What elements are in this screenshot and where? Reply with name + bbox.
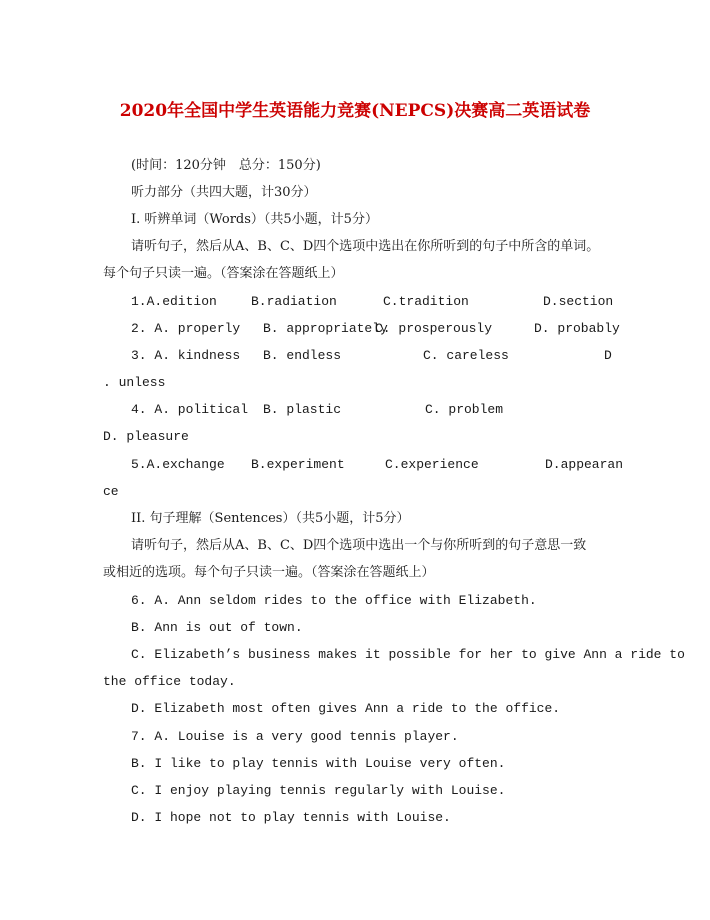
- q1-option-c: C.tradition: [383, 294, 469, 309]
- q7-option-d: D. I hope not to play tennis with Louise.: [131, 810, 451, 825]
- q4-option-b: B. plastic: [263, 402, 342, 417]
- q7-option-c: C. I enjoy playing tennis regularly with Louise.: [131, 783, 506, 798]
- q3-option-c: C. careless: [423, 348, 509, 363]
- listening-heading: 听力部分（共四大题，计30分）: [131, 185, 317, 200]
- q4-option-d: D. pleasure: [103, 429, 189, 444]
- q4-option-a: 4. A. political: [131, 402, 249, 417]
- q1-option-b: B.radiation: [251, 294, 337, 309]
- q7-option-b: B. I like to play tennis with Louise very often.: [131, 756, 506, 771]
- section2-instruction-line1: 请听句子，然后从A、B、C、D四个选项中选出一个与你所听到的句子意思一致: [131, 538, 587, 553]
- q2-option-c: C. prosperously: [375, 321, 493, 336]
- q6-option-c-line1: C. Elizabeth’s business makes it possible for her to give Ann a ride to: [131, 647, 685, 662]
- section2-instruction-line2: 或相近的选项。每个句子只读一遍。（答案涂在答题纸上）: [103, 565, 435, 580]
- q5-option-d-start: D.appearan: [545, 457, 624, 472]
- q3-option-d-label: D: [604, 348, 612, 363]
- q2-option-b: B. appropriately: [263, 321, 388, 336]
- q6-option-d: D. Elizabeth most often gives Ann a ride to the office.: [131, 701, 561, 716]
- q5-option-b: B.experiment: [251, 457, 345, 472]
- section2-heading: II. 句子理解（Sentences）（共5小题，计5分）: [131, 511, 410, 526]
- q1-option-a: 1.A.edition: [131, 294, 217, 309]
- q5-option-c: C.experience: [385, 457, 479, 472]
- section1-instruction-line2: 每个句子只读一遍。（答案涂在答题纸上）: [103, 266, 344, 281]
- q3-option-a: 3. A. kindness: [131, 348, 241, 363]
- q2-option-d: D. probably: [534, 321, 620, 336]
- q4-option-c: C. problem: [425, 402, 504, 417]
- q6-option-c-line2: the office today.: [103, 674, 236, 689]
- section1-heading: I. 听辨单词（Words）（共5小题，计5分）: [131, 212, 378, 227]
- exam-title: 2020年全国中学生英语能力竞赛(NEPCS)决赛高二英语试卷: [119, 101, 591, 121]
- q6-option-b: B. Ann is out of town.: [131, 620, 303, 635]
- q7-option-a: 7. A. Louise is a very good tennis player.: [131, 729, 459, 744]
- section1-instruction-line1: 请听句子，然后从A、B、C、D四个选项中选出在你所听到的句子中所含的单词。: [131, 239, 600, 254]
- q2-option-a: 2. A. properly: [131, 321, 241, 336]
- q3-option-d-text: . unless: [103, 375, 166, 390]
- q1-option-d: D.section: [543, 294, 614, 309]
- q6-option-a: 6. A. Ann seldom rides to the office with Elizabeth.: [131, 593, 537, 608]
- q5-option-d-end: ce: [103, 484, 119, 499]
- q3-option-b: B. endless: [263, 348, 342, 363]
- time-info: (时间：120分钟 总分：150分): [131, 158, 321, 173]
- q5-option-a: 5.A.exchange: [131, 457, 225, 472]
